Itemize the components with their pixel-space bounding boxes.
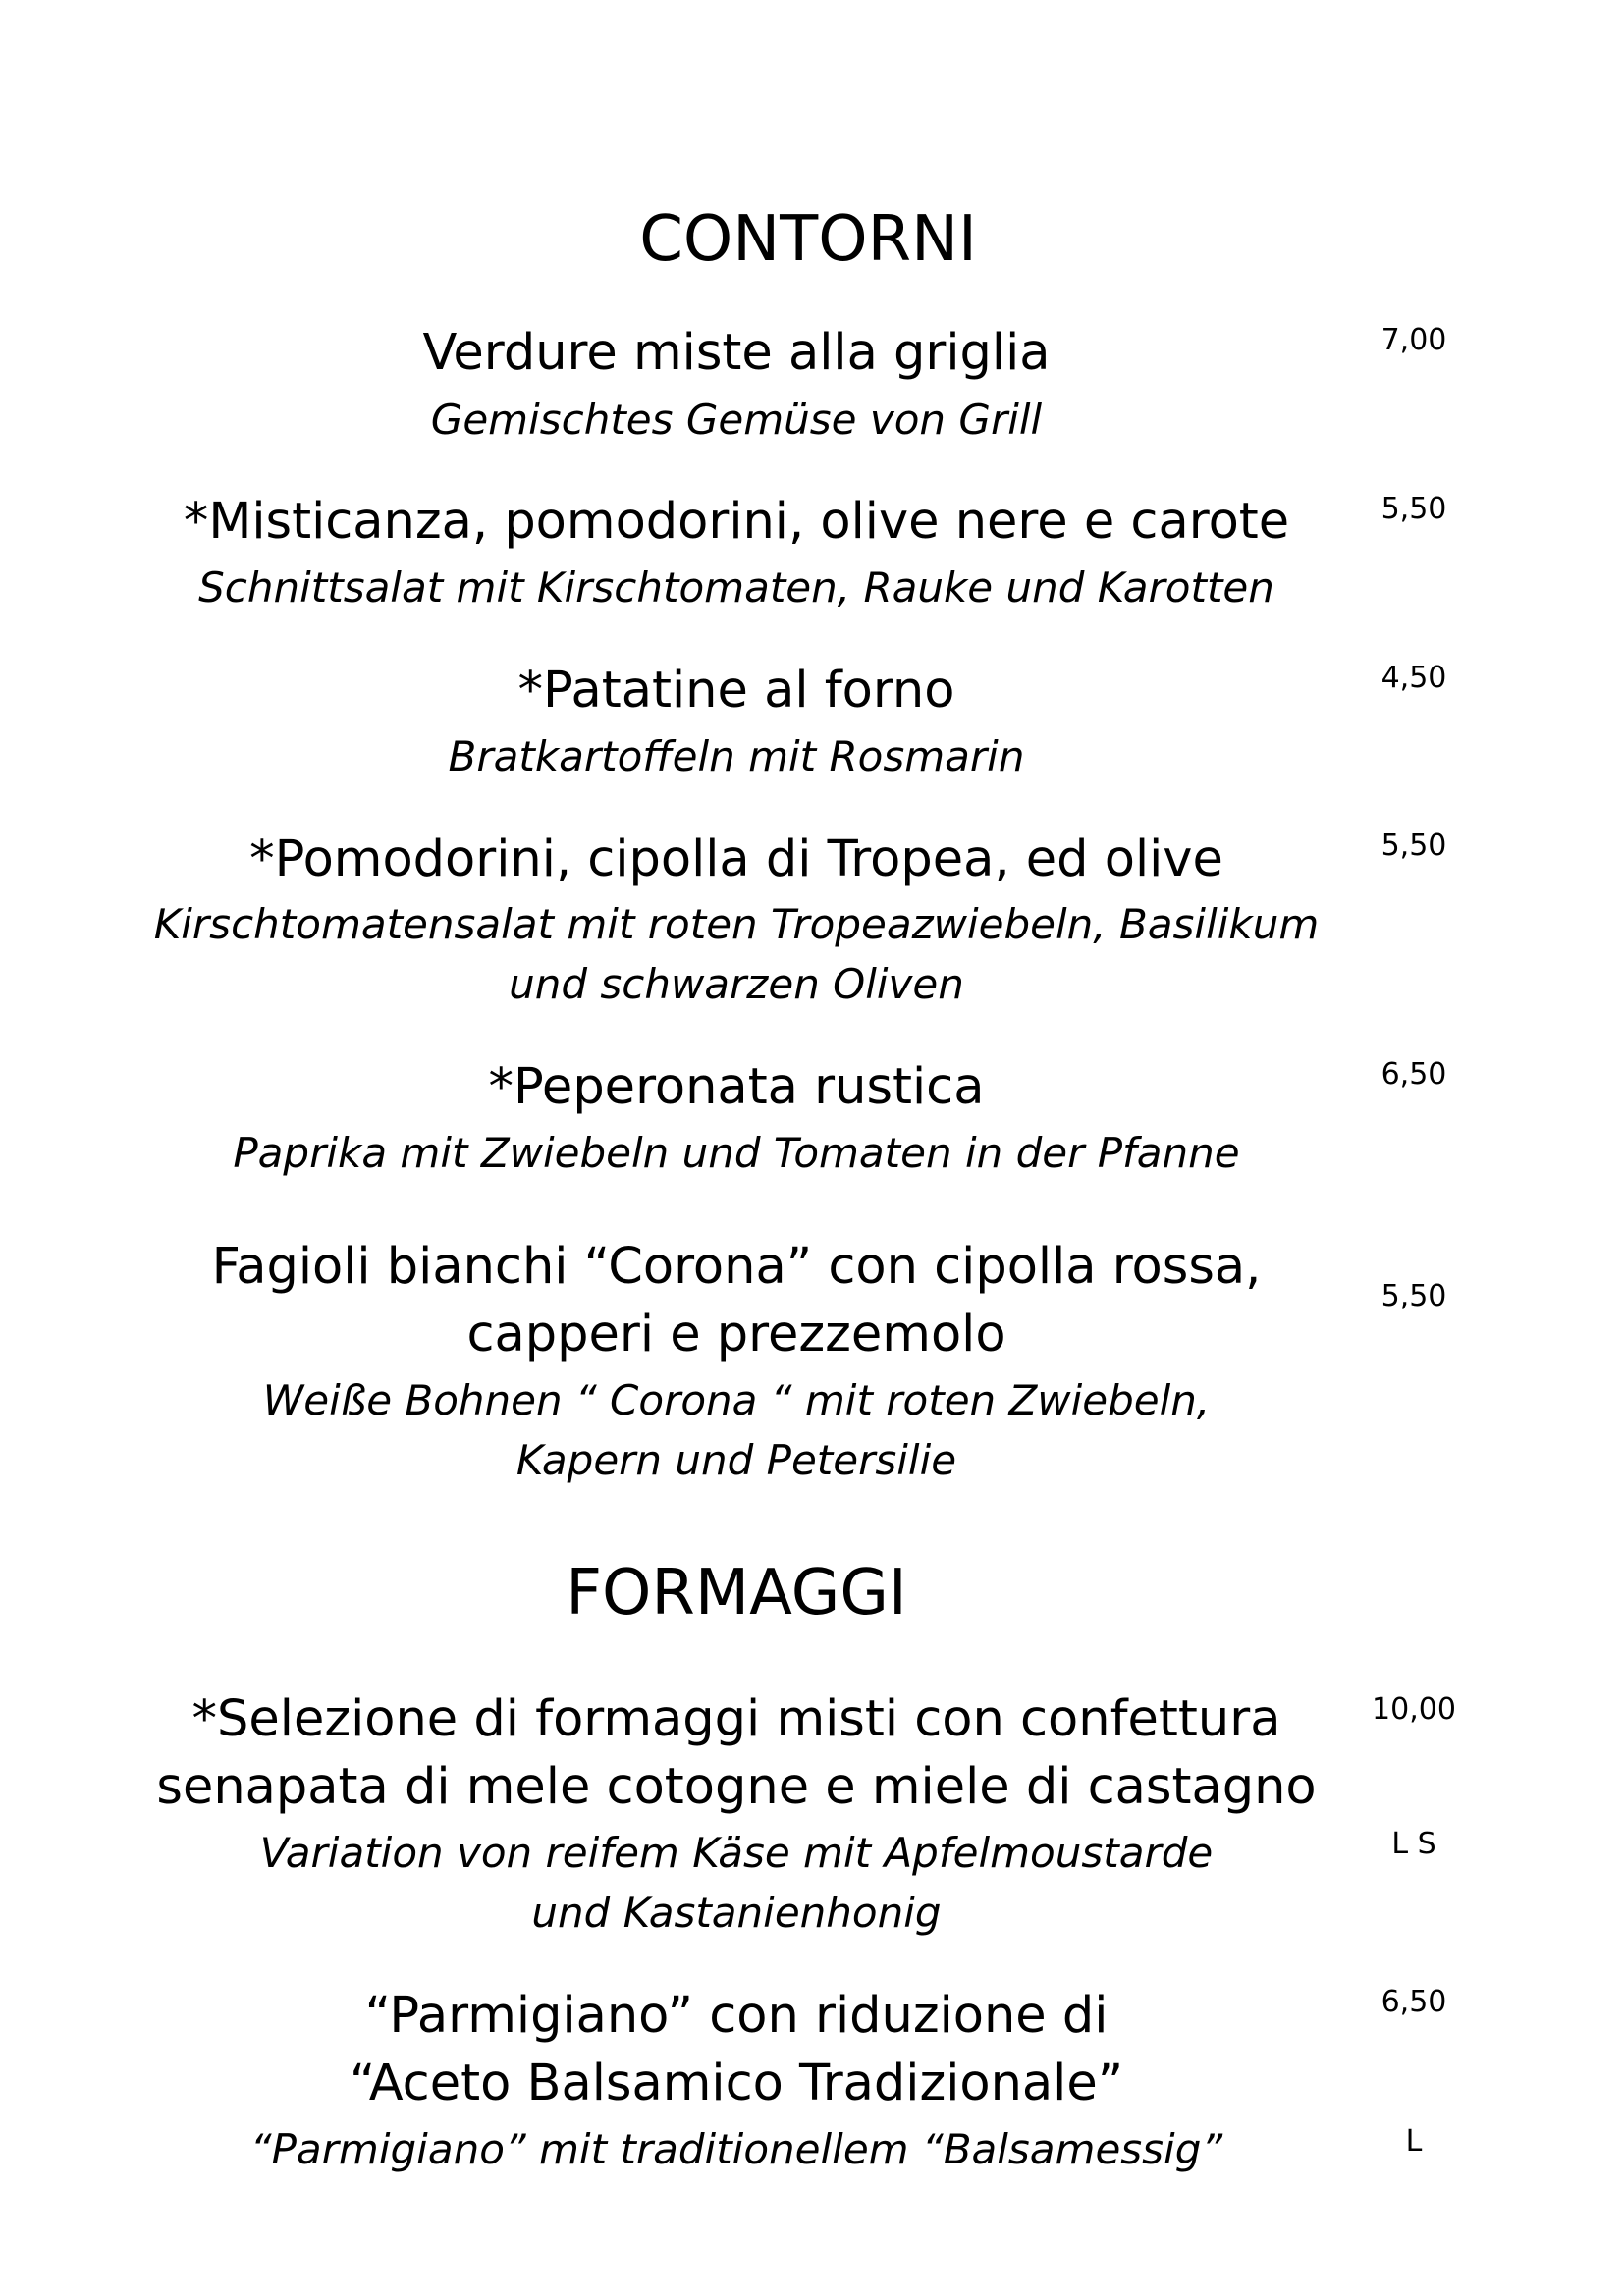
item-description: Variation von reifem Käse mit Apfelmoustarde [259,1829,1214,1877]
item-description: Gemischtes Gemüse von Grill [430,396,1043,444]
item-name: Fagioli bianchi “Corona” con cipolla rossa, [211,1238,1262,1296]
item-name: capperi e prezzemolo [466,1306,1006,1363]
item-price: 10,00 [1372,1692,1456,1727]
item-price: 6,50 [1380,1057,1447,1092]
item-price: 4,50 [1380,661,1447,695]
item-description: und Kastanienhonig [531,1889,942,1937]
item-price: 6,50 [1380,1985,1447,2019]
item-description: Bratkartoffeln mit Rosmarin [448,732,1025,780]
item-name: senapata di mele cotogne e miele di castagno [156,1758,1317,1816]
item-name: “Parmigiano” con riduzione di [364,1987,1109,2045]
item-description: und schwarzen Oliven [509,960,964,1008]
item-description: Schnittsalat mit Kirschtomaten, Rauke und Karotten [198,563,1274,612]
item-name: Verdure miste alla griglia [422,324,1051,382]
item-name: *Pomodorini, cipolla di Tropea, ed olive [249,830,1223,888]
item-description: Kirschtomatensalat mit roten Tropeazwiebeln, Basilikum [153,900,1320,948]
item-description: Paprika mit Zwiebeln und Tomaten in der Pfanne [233,1129,1240,1177]
item-name: “Aceto Balsamico Tradizionale” [349,2055,1124,2112]
item-price: 5,50 [1380,828,1447,863]
allergen-note: L S [1391,1827,1436,1861]
item-price: 7,00 [1380,323,1447,357]
item-name: *Patatine al forno [517,662,955,720]
item-description: Kapern und Petersilie [515,1436,957,1484]
item-name: *Peperonata rustica [488,1058,985,1116]
item-name: *Misticanza, pomodorini, olive nere e carote [183,493,1290,551]
item-description: “Parmigiano” mit traditionellem “Balsamessig” [249,2125,1223,2173]
allergen-note: L [1405,2124,1423,2159]
section-title-formaggi: FORMAGGI [566,1557,907,1629]
section-title-contorni: CONTORNI [639,203,977,276]
item-description: Weiße Bohnen “ Corona “ mit roten Zwiebeln, [262,1376,1211,1424]
item-price: 5,50 [1380,492,1447,526]
item-name: *Selezione di formaggi misti con confettura [191,1690,1281,1748]
item-price: 5,50 [1380,1279,1447,1313]
